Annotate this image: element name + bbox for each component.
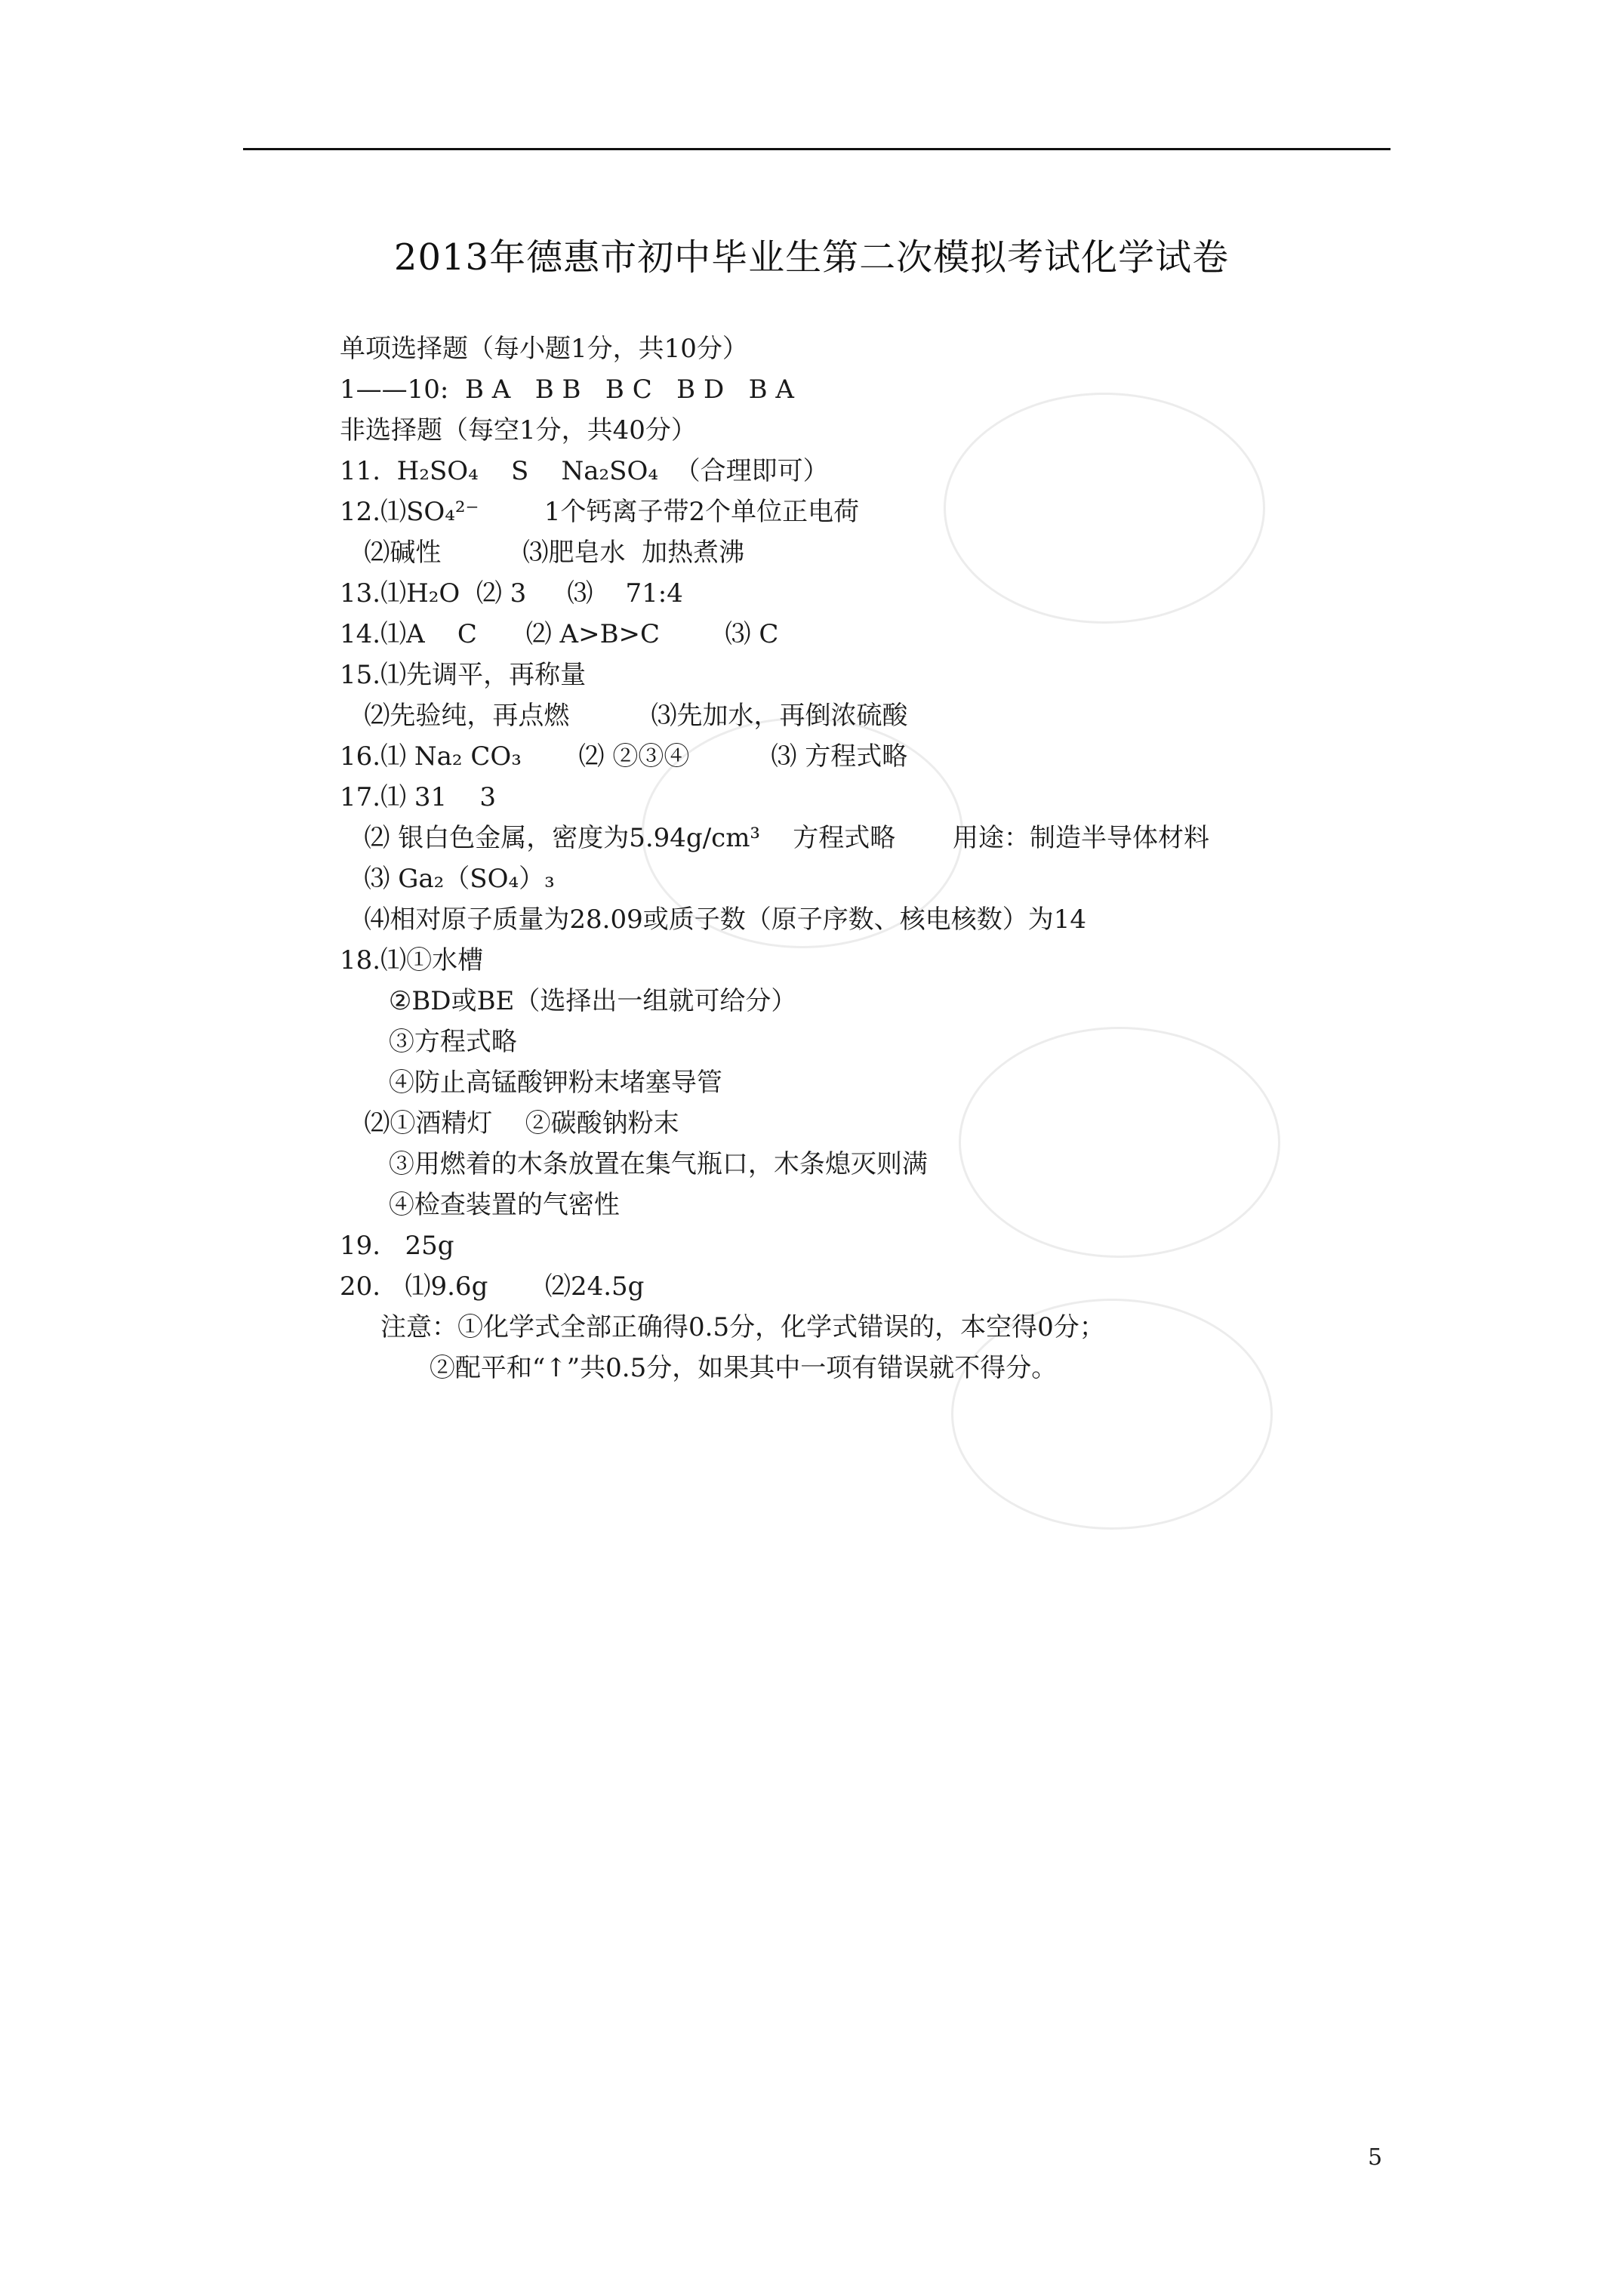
answer-line: 17.⑴ 31 3 [340,782,497,812]
answer-line: ⑵先验纯，再点燃 ⑶先加水，再倒浓硫酸 [340,701,908,731]
answer-line: 单项选择题（每小题1分，共10分） [340,334,748,364]
answer-line: ④防止高锰酸钾粉末堵塞导管 [340,1068,722,1098]
page-number: 5 [1368,2144,1383,2171]
watermark-stamp [944,393,1265,624]
answer-line: 16.⑴ Na₂ CO₃ ⑵ ②③④ ⑶ 方程式略 [340,741,908,772]
answer-line: 注意：①化学式全部正确得0.5分，化学式错误的，本空得0分； [340,1312,1105,1342]
watermark-stamp [959,1027,1280,1258]
answer-line: 12.⑴SO₄²⁻ 1个钙离子带2个单位正电荷 [340,497,860,527]
answer-line: ⑷相对原子质量为28.09或质子数（原子序数、核电核数）为14 [340,905,1087,935]
answer-line: ②配平和“↑”共0.5分，如果其中一项有错误就不得分。 [340,1353,1058,1383]
answer-line: ⑶ Ga₂（SO₄）₃ [340,864,555,894]
answer-line: 14.⑴A C ⑵ A>B>C ⑶ C [340,619,779,649]
page-title: 2013年德惠市初中毕业生第二次模拟考试化学试卷 [393,236,1230,279]
answer-line: ③用燃着的木条放置在集气瓶口，木条熄灭则满 [340,1149,928,1179]
answer-line: ⑵碱性 ⑶肥皂水 加热煮沸 [340,538,745,568]
answer-line: 13.⑴H₂O ⑵ 3 ⑶ 71:4 [340,578,683,609]
answer-line: 11. H₂SO₄ S Na₂SO₄ （合理即可） [340,456,829,486]
answer-line: 20. ⑴9.6g ⑵24.5g [340,1271,645,1302]
answer-line: ⑵①酒精灯 ②碳酸钠粉末 [340,1108,679,1139]
answer-line: ⑵ 银白色金属，密度为5.94g/cm³ 方程式略 用途：制造半导体材料 [340,823,1209,853]
answer-line: ③方程式略 [340,1027,517,1057]
header-rule [243,148,1390,150]
answer-line: 非选择题（每空1分，共40分） [340,415,697,445]
answer-line: 1——10: B A B B B C B D B A [340,374,794,405]
answer-line: 18.⑴①水槽 [340,945,484,975]
answer-line: 15.⑴先调平，再称量 [340,660,587,690]
answer-line: ④检查装置的气密性 [340,1190,620,1220]
answer-line: 19. 25g [340,1231,454,1261]
answer-line: ②BD或BE（选择出一组就可给分） [340,986,797,1016]
